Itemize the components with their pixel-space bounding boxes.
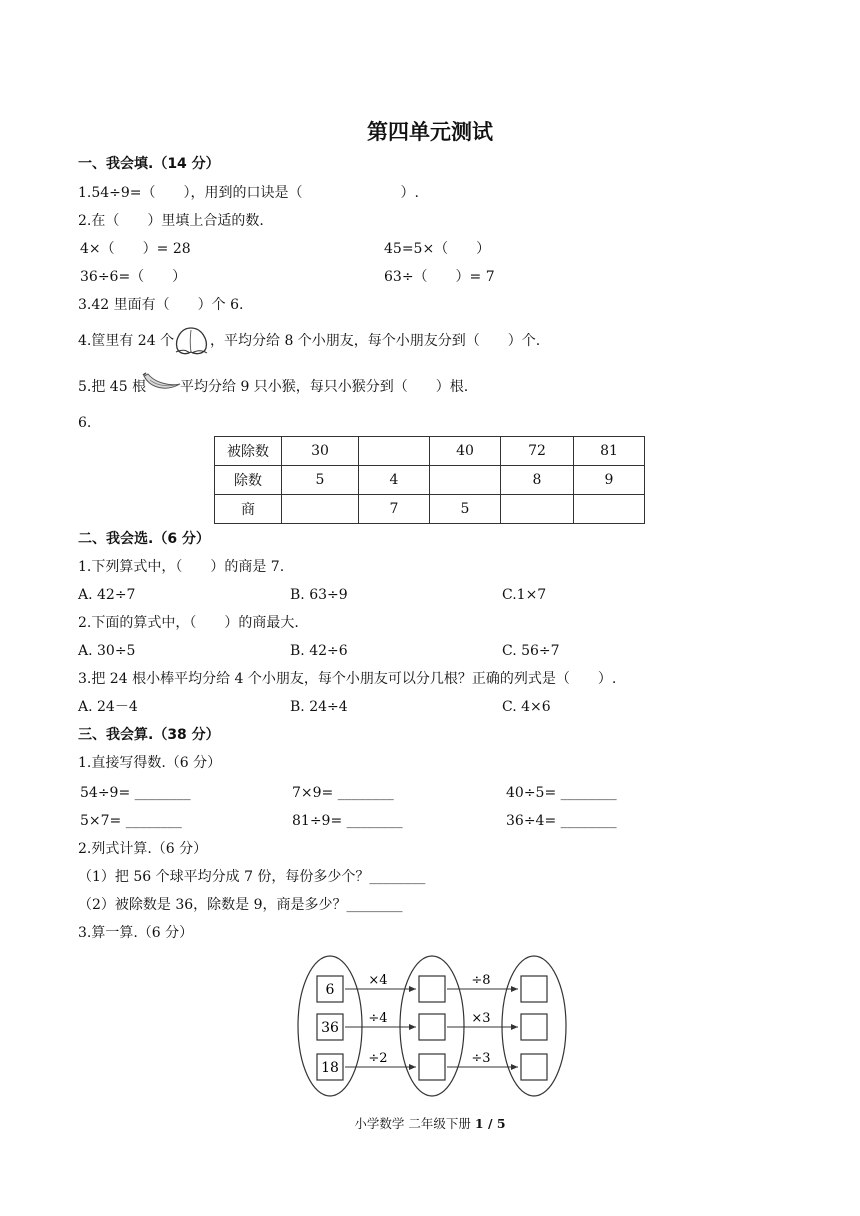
calc-item: 7×9= ________ [292, 785, 394, 801]
question-1-1: 1.54÷9=（ ），用到的口诀是（ ）. [78, 185, 419, 201]
option-2-1c: C.1×7 [502, 587, 547, 603]
calculation-flow-diagram [290, 952, 580, 1100]
section-heading-1: 一、我会填.（14 分） [78, 156, 220, 172]
peach-icon [172, 322, 210, 358]
table-row [215, 495, 645, 524]
operation-label: ×4 [368, 973, 388, 988]
table-cell: 除数 [215, 466, 282, 495]
option-2-3c: C. 4×6 [502, 699, 551, 715]
table-cell: 4 [359, 466, 430, 495]
page-number: 1 / 5 [474, 1116, 506, 1131]
table-cell: 被除数 [215, 437, 282, 466]
calc-item: 54÷9= ________ [80, 785, 191, 801]
question-1-4-suffix: ，平均分给 8 个小朋友，每个小朋友分到（ ）个. [210, 333, 541, 349]
option-2-1b: B. 63÷9 [290, 587, 348, 603]
question-1-5-suffix: 平均分给 9 只小猴，每只小猴分到（ ）根. [180, 379, 469, 395]
question-1-2d: 63÷（ ）= 7 [384, 269, 495, 285]
section-heading-3: 三、我会算.（38 分） [78, 727, 220, 743]
table-cell [359, 437, 430, 466]
option-2-2c: C. 56÷7 [502, 643, 560, 659]
option-2-1a: A. 42÷7 [78, 587, 136, 603]
answer-box[interactable] [419, 1054, 445, 1080]
operation-label: ÷4 [368, 1011, 388, 1026]
question-2-2: 2.下面的算式中，（ ）的商最大. [78, 615, 299, 631]
table-cell: 9 [574, 466, 645, 495]
division-table [214, 436, 645, 524]
option-2-3b: B. 24÷4 [290, 699, 348, 715]
input-value: 6 [325, 982, 335, 998]
subsection-3-2: 2.列式计算.（6 分） [78, 841, 208, 857]
page-title: 第四单元测试 [367, 120, 493, 144]
input-value: 36 [321, 1020, 339, 1036]
question-1-6: 6. [78, 415, 92, 431]
option-2-2b: B. 42÷6 [290, 643, 348, 659]
question-1-4-prefix: 4.筐里有 24 个 [78, 333, 175, 349]
table-cell: 8 [501, 466, 574, 495]
question-1-2c: 36÷6=（ ） [80, 269, 187, 285]
footer-text: 小学数学 二年级下册 [354, 1116, 471, 1131]
table-cell: 5 [282, 466, 359, 495]
answer-box[interactable] [419, 976, 445, 1002]
question-1-3: 3.42 里面有（ ）个 6. [78, 297, 244, 313]
table-cell: 5 [430, 495, 501, 524]
table-cell [282, 495, 359, 524]
table-cell: 81 [574, 437, 645, 466]
question-1-5-prefix: 5.把 45 根 [78, 379, 147, 395]
operation-label: ÷3 [471, 1051, 491, 1066]
operation-label: ÷8 [471, 973, 491, 988]
question-3-2-2: （2）被除数是 36，除数是 9，商是多少？________ [78, 897, 403, 913]
table-cell [430, 466, 501, 495]
question-2-1: 1.下列算式中，（ ）的商是 7. [78, 559, 285, 575]
calc-item: 5×7= ________ [80, 813, 182, 829]
banana-icon [142, 372, 182, 394]
question-1-2b: 45=5×（ ） [384, 241, 491, 257]
operation-label: ÷2 [368, 1051, 388, 1066]
option-2-3a: A. 24－4 [78, 699, 138, 715]
question-1-2: 2.在（ ）里填上合适的数. [78, 213, 264, 229]
table-row [215, 437, 645, 466]
table-cell: 商 [215, 495, 282, 524]
subsection-3-3: 3.算一算.（6 分） [78, 925, 194, 941]
question-1-2a: 4×（ ）= 28 [80, 241, 191, 257]
operation-label: ×3 [471, 1011, 491, 1026]
calc-item: 40÷5= ________ [506, 785, 617, 801]
table-row [215, 466, 645, 495]
input-value: 18 [321, 1060, 339, 1076]
question-3-2-1: （1）把 56 个球平均分成 7 份，每份多少个？________ [78, 869, 426, 885]
question-2-3: 3.把 24 根小棒平均分给 4 个小朋友，每个小朋友可以分几根？正确的列式是（ ）. [78, 671, 617, 687]
answer-box[interactable] [521, 1014, 547, 1040]
calc-item: 36÷4= ________ [506, 813, 617, 829]
table-cell: 72 [501, 437, 574, 466]
table-cell [501, 495, 574, 524]
table-cell [574, 495, 645, 524]
option-2-2a: A. 30÷5 [78, 643, 136, 659]
answer-box[interactable] [521, 1054, 547, 1080]
table-cell: 7 [359, 495, 430, 524]
subsection-3-1: 1.直接写得数.（6 分） [78, 755, 222, 771]
answer-box[interactable] [419, 1014, 445, 1040]
page-footer [0, 1114, 860, 1132]
table-cell: 40 [430, 437, 501, 466]
section-heading-2: 二、我会选.（6 分） [78, 531, 210, 547]
calc-item: 81÷9= ________ [292, 813, 403, 829]
table-cell: 30 [282, 437, 359, 466]
answer-box[interactable] [521, 976, 547, 1002]
